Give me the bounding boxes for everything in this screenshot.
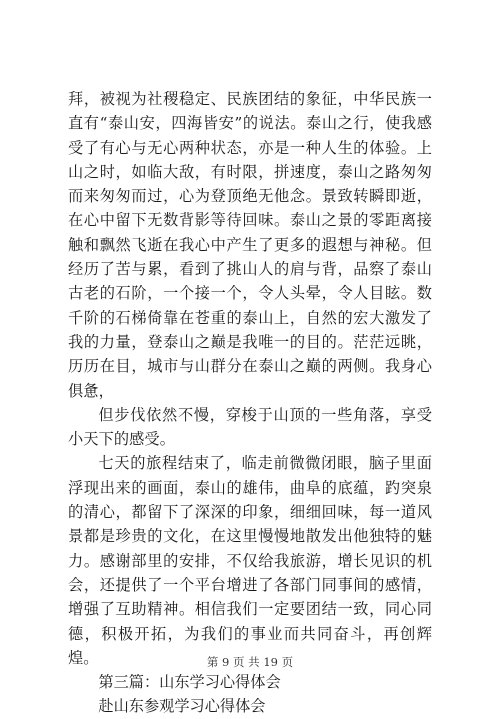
- section-heading: 第三篇：山东学习心得体会: [98, 673, 281, 692]
- section-subheading: 赴山东参观学习心得体会: [98, 697, 266, 716]
- paragraph-continued-step: 但步伐依然不慢，穿梭于山顶的一些角落，享受小天下的感受。: [68, 405, 432, 449]
- page-number-footer: 第 9 页 共 19 页: [206, 655, 294, 669]
- document-body: [68, 87, 432, 719]
- paragraph-taishan-journey: 拜，被视为社稷稳定、民族团结的象征，中华民族一直有“泰山安，四海皆安”的说法。泰山之行，使我感受了有心与无心两种状态，亦是一种人生的体验。上山之时，如临大敌，有时限，拼速度，泰山之路匆匆而来匆匆而过，心为登顶绝无他念。景致转瞬即逝，在心中留下无数背影等待回味。泰山之景的零距离接触和飘然飞逝在我心中产生了更多的遐想与神秘。但经历了苦与累，看到了挑山人的肩与背，品察了泰山古老的石阶，一个接一个，令人头晕，令人目眩。数千阶的石梯倚靠在苍重的泰山上，自然的宏大激发了我的力量，登泰山之巅是我唯一的目的。茫茫远眺，历历在目，城市与山群分在泰山之巅的两侧。我身心俱惫，: [68, 90, 432, 400]
- paragraph-trip-conclusion: 七天的旅程结束了，临走前微微闭眼，脑子里面浮现出来的画面，泰山的雄伟，曲阜的底蕴，趵突泉的清心，都留下了深深的印象，细细回味，每一道风景都是珍贵的文化，在这里慢慢地散发出他独特的魅力。感谢部里的安排，不仅给我旅游，增长见识的机会，还提供了一个平台增进了各部门同事间的感情，增强了互助精神。相信我们一定要团结一致，同心同德，积极开拓，为我们的事业而共同奋斗，再创辉煌。: [68, 454, 432, 667]
